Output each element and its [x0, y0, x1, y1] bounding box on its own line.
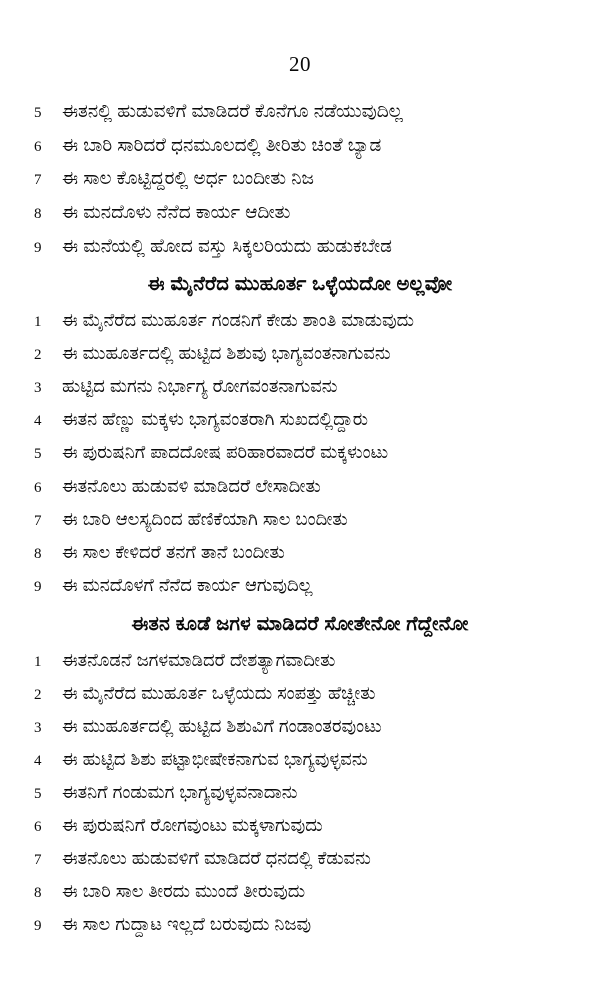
- verse-text: ಈತನ ಹೆಣ್ಣು ಮಕ್ಕಳು ಭಾಗ್ಯವಂತರಾಗಿ ಸುಖದಲ್ಲಿದ್ದಾರು: [62, 409, 368, 430]
- verse-number: 1: [34, 653, 42, 670]
- verse-text: ಈತನಿಗೆ ಗಂಡುಮಗ ಭಾಗ್ಯವುಳ್ಳವನಾದಾನು: [62, 781, 298, 802]
- verse-number: 2: [34, 686, 42, 703]
- verse-text: ಈ ಮನೆಯಲ್ಲಿ ಹೋದ ವಸ್ತು ಸಿಕ್ಕಲರಿಯದು ಹುಡುಕಬೇಡ: [62, 234, 392, 256]
- verse-list-2: [28, 309, 572, 596]
- verse-list-1: [28, 99, 572, 257]
- verse-text: ಈ ಬಾರಿ ಸಾರಿದರೆ ಧನಮೂಲದಲ್ಲಿ ತೀರಿತು ಚಿಂತೆ ಬ್ಯಾಡ: [62, 133, 382, 155]
- verse-number: 8: [34, 545, 42, 562]
- verse-text: ಈ ಸಾಲ ಕೇಳಿದರೆ ತನಗೆ ತಾನೆ ಬಂದೀತು: [62, 541, 285, 562]
- verse-text: ಈ ಮೈನೆರೆದ ಮುಹೂರ್ತ ಗಂಡನಿಗೆ ಕೇಡು ಶಾಂತಿ ಮಾಡುವುದು: [62, 310, 415, 331]
- page-number: 20: [289, 52, 311, 76]
- verse-number: 2: [34, 347, 42, 364]
- verse-number: 5: [34, 105, 42, 121]
- verse-block-3: [28, 613, 572, 936]
- verse-row: [28, 99, 572, 123]
- verse-number: 7: [34, 851, 42, 868]
- verse-text: ಈ ಮನದೊಳು ನೆನೆದ ಕಾರ್ಯ ಆದೀತು: [62, 201, 291, 223]
- verse-row: [28, 375, 572, 398]
- verse-text: ಈ ಬಾರಿ ಸಾಲ ತೀರದು ಮುಂದೆ ತೀರುವುದು: [62, 880, 306, 901]
- verse-number: 1: [34, 314, 42, 331]
- verse-text: ಈ ಬಾರಿ ಆಲಸ್ಯದಿಂದ ಹೆಣಿಕೆಯಾಗಿ ಸಾಲ ಬಂದೀತು: [62, 508, 348, 529]
- verse-number: 8: [34, 206, 42, 223]
- verse-row: [28, 814, 572, 837]
- verse-row: [28, 475, 572, 498]
- verse-row: [28, 748, 572, 771]
- verse-text: ಈ ಮುಹೂರ್ತದಲ್ಲಿ ಹುಟ್ಟಿದ ಶಿಶುವಿಗೆ ಗಂಡಾಂತರವುಂಟು: [62, 715, 382, 736]
- verse-number: 5: [34, 785, 42, 802]
- section-heading: ಈ ಮೈನೆರೆದ ಮುಹೂರ್ತ ಒಳ್ಳೆಯದೋ ಅಲ್ಲವೋ: [147, 273, 453, 296]
- verse-number: 4: [34, 752, 42, 769]
- verse-row: [28, 649, 572, 672]
- verse-number: 6: [34, 138, 42, 155]
- verse-text: ಈ ಸಾಲ ಕೊಟ್ಟಿದ್ದರಲ್ಲಿ ಅರ್ಧ ಬಂದೀತು ನಿಜ: [62, 167, 314, 189]
- verse-text: ಈ ಮನದೊಳಗೆ ನೆನೆದ ಕಾರ್ಯ ಆಗುವುದಿಲ್ಲ: [62, 574, 313, 595]
- verse-row: [28, 781, 572, 804]
- verse-number: 6: [34, 818, 42, 835]
- verse-row: [28, 166, 572, 190]
- verse-row: [28, 133, 572, 157]
- verse-row: [28, 408, 572, 431]
- verse-number: 5: [34, 446, 42, 463]
- verse-text: ಈತನೊಲು ಹುಡುವಳಿಗೆ ಮಾಡಿದರೆ ಧನದಲ್ಲಿ ಕೆಡುವನು: [62, 847, 371, 868]
- verse-text: ಈ ಪುರುಷನಿಗೆ ರೋಗವುಂಟು ಮಕ್ಕಳಾಗುವುದು: [62, 814, 323, 835]
- verse-text: ಈ ಮುಹೂರ್ತದಲ್ಲಿ ಹುಟ್ಟಿದ ಶಿಶುವು ಭಾಗ್ಯವಂತನಾಗುವನು: [62, 343, 391, 364]
- verse-row: [28, 574, 572, 597]
- verse-list-3: [28, 649, 572, 936]
- verse-number: 4: [34, 413, 42, 430]
- verse-number: 3: [34, 380, 42, 397]
- verse-number: 9: [34, 239, 42, 256]
- verse-row: [28, 309, 572, 332]
- verse-number: 8: [34, 884, 42, 901]
- verse-row: [28, 342, 572, 365]
- verse-number: 7: [34, 512, 42, 529]
- verse-number: 7: [34, 172, 42, 189]
- verse-text: ಹುಟ್ಟಿದ ಮಗನು ನಿರ್ಭಾಗ್ಯ ರೋಗವಂತನಾಗುವನು: [62, 376, 338, 397]
- verse-text: ಈ ಮೈನೆರೆದ ಮುಹೂರ್ತ ಒಳ್ಳೆಯದು ಸಂಪತ್ತು ಹೆಚ್ಚೀತು: [62, 682, 376, 703]
- verse-text: ಈತನೊಡನೆ ಜಗಳಮಾಡಿದರೆ ದೇಶತ್ಯಾಗವಾದೀತು: [62, 649, 336, 670]
- verse-number: 6: [34, 479, 42, 496]
- verse-text: ಈತನಲ್ಲಿ ಹುಡುವಳಿಗೆ ಮಾಡಿದರೆ ಕೊನೆಗೂ ನಡೆಯುವುದಿಲ್ಲ: [62, 100, 403, 121]
- verse-text: ಈತನೊಲು ಹುಡುವಳಿ ಮಾಡಿದರೆ ಲೇಸಾದೀತು: [62, 475, 321, 496]
- verse-row: [28, 441, 572, 464]
- verse-row: [28, 541, 572, 564]
- verse-block-2: [28, 273, 572, 596]
- verse-block-1: [28, 99, 572, 257]
- verse-text: ಈ ಹುಟ್ಟಿದ ಶಿಶು ಪಟ್ಟಾಭೀಷೇಕನಾಗುವ ಭಾಗ್ಯವುಳ್ಳವನು: [62, 748, 368, 769]
- verse-number: 3: [34, 719, 42, 736]
- verse-text: ಈ ಪುರುಷನಿಗೆ ಪಾದದೋಷ ಪರಿಹಾರವಾದರೆ ಮಕ್ಕಳುಂಟು: [62, 442, 389, 463]
- verse-row: [28, 508, 572, 531]
- verse-text: ಈ ಸಾಲ ಗುದ್ದಾಟ ಇಲ್ಲದೆ ಬರುವುದು ನಿಜವು: [62, 913, 312, 934]
- section-heading: ಈತನ ಕೂಡೆ ಜಗಳ ಮಾಡಿದರೆ ಸೋತೇನೋ ಗೆದ್ದೇನೋ: [131, 612, 469, 635]
- verse-row: [28, 913, 572, 936]
- verse-number: 9: [34, 917, 42, 934]
- verse-row: [28, 847, 572, 870]
- verse-row: [28, 200, 572, 224]
- verse-number: 9: [34, 578, 42, 595]
- verse-row: [28, 682, 572, 705]
- verse-row: [28, 715, 572, 738]
- verse-row: [28, 880, 572, 903]
- verse-row: [28, 234, 572, 258]
